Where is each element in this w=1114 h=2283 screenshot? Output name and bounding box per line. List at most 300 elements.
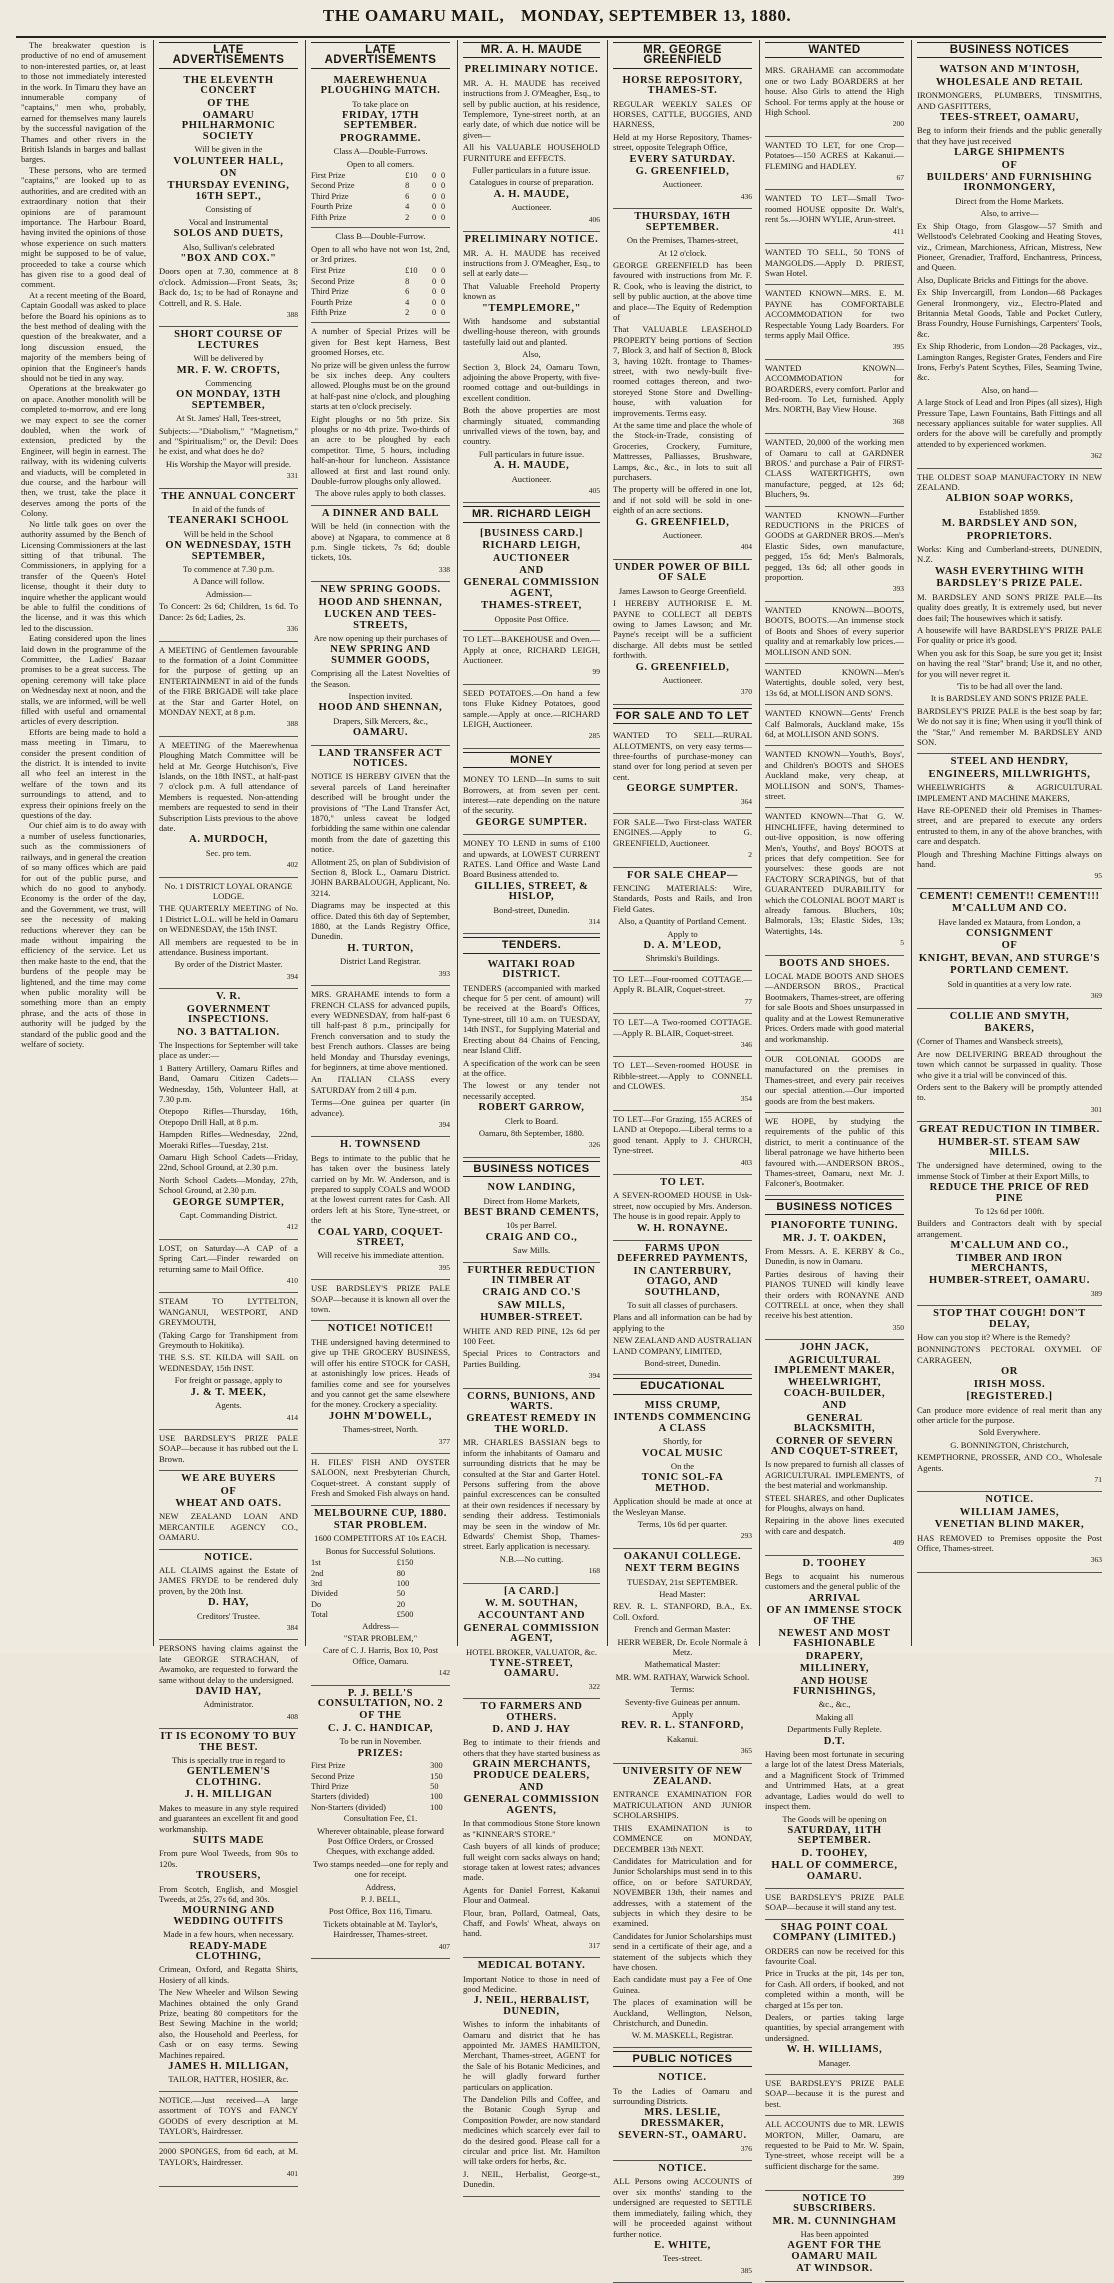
- advertisement: [159, 1471, 298, 1549]
- ad-number: 408: [159, 1712, 298, 1722]
- ad-text: ENGINEERS, MILLWRIGHTS,: [917, 770, 1102, 780]
- ad-text: Builders and Contractors dealt with by special arrangement.: [917, 1218, 1102, 1239]
- prize-cell: 0: [441, 202, 450, 212]
- ad-text: Admission—: [159, 589, 298, 599]
- prize-cell: 2nd: [311, 1569, 397, 1579]
- ad-text: SOLOS AND DUETS,: [159, 229, 298, 239]
- masthead-rule: [16, 36, 1106, 38]
- ad-text: Two stamps needed—one for reply and one for receipt.: [311, 1859, 450, 1880]
- ad-text: REGULAR WEEKLY SALES OF HORSES, CATTLE, BUGGIES, AND HARNESS,: [613, 99, 752, 130]
- ad-text: Will be held (in connection with the above) at Ngapara, to commence at 8 p.m. Single tickets, 7s 6d; double tickets, 10s.: [311, 521, 450, 563]
- ad-text: STOP THAT COUGH! DON'T DELAY,: [917, 1309, 1102, 1330]
- ad-number: 414: [159, 1413, 298, 1423]
- ad-text: TO LET—A Two-roomed COTTAGE.—Apply R. BLAIR, Coquet-street.: [613, 1017, 752, 1038]
- ad-text: WASH EVERYTHING WITH: [917, 567, 1102, 577]
- ad-text: G. GREENFIELD,: [613, 518, 752, 528]
- ad-text: Consisting of: [159, 204, 298, 214]
- ad-text: His Worship the Mayor will preside.: [159, 459, 298, 469]
- advertisement: [159, 1640, 298, 1729]
- advertisement: [613, 2161, 752, 2283]
- column-heading: WANTED: [765, 42, 904, 58]
- ad-text: On the: [613, 1461, 752, 1471]
- ad-text: To Concert: 2s 6d; Children, 1s 6d. To Dance: 2s 6d; Ladies, 2s.: [159, 601, 298, 622]
- column-heading: MR. A. H. MAUDE: [463, 42, 600, 58]
- advertisement: [159, 642, 298, 737]
- ad-text: From Scotch, English, and Mosgiel Tweeds, at 25s, 27s 6d, and 30s.: [159, 1884, 298, 1905]
- ad-text: MOURNING AND WEDDING OUTFITS: [159, 1906, 298, 1927]
- ad-text: UNIVERSITY OF NEW ZEALAND.: [613, 1767, 752, 1788]
- ad-text: GENERAL BLACKSMITH,: [765, 1414, 904, 1435]
- ad-text: To commence at 7.30 p.m.: [159, 564, 298, 574]
- ad-text: FARMS UPON DEFERRED PAYMENTS,: [613, 1244, 752, 1265]
- advertisement: [613, 2070, 752, 2161]
- ad-text: At St. James' Hall, Tees-street,: [159, 413, 298, 423]
- ad-text: WHEELWRIGHTS & AGRICULTURAL IMPLEMENT AND MACHINE MAKERS,: [917, 782, 1102, 803]
- ad-text: W. H. RONAYNE.: [613, 1224, 752, 1234]
- ad-text: Hampden Rifles—Wednesday, 22nd, Moeraki Rifles—Tuesday, 21st.: [159, 1129, 298, 1150]
- advertisement: [613, 1398, 752, 1549]
- ad-text: WANTED KNOWN—MRS. E. M. PAYNE has COMFORTABLE ACCOMMODATION for two Respectable Young Lady Boarders. For terms apply Mail Office.: [765, 288, 904, 340]
- ad-text: FENCING MATERIALS: Wire, Standards, Posts and Rails, and Iron Field Gates.: [613, 883, 752, 914]
- ad-text: PRELIMINARY NOTICE.: [463, 65, 600, 75]
- ad-text: Vocal and Instrumental: [159, 217, 298, 227]
- ad-text: Commencing: [159, 378, 298, 388]
- ad-text: MRS. GRAHAME intends to form a FRENCH CLASS for advanced pupils, every WEDNESDAY, from half-past 6 till half-past 8 p.m., principally for French conversation and to study the best French authors. Classes are being held Monday and Thursday evenings, for beginners, at time above mentioned.: [311, 989, 450, 1072]
- advertisement: [463, 1263, 600, 1389]
- ad-text: Can produce more evidence of real merit than any other article for the purpose.: [917, 1405, 1102, 1426]
- ad-text: Drapers, Silk Mercers, &c.,: [311, 716, 450, 726]
- ad-text: Crimean, Oxford, and Regatta Shirts, Hosiery of all kinds.: [159, 1964, 298, 1985]
- ad-text: Tees-street.: [613, 2253, 752, 2263]
- advertisement: [311, 323, 450, 506]
- ad-text: GEORGE SUMPTER.: [613, 784, 752, 794]
- ad-text: REV. R. L. STANFORD, B.A., Ex. Coll. Oxford.: [613, 1601, 752, 1622]
- prize-row: [311, 1600, 450, 1610]
- ad-text: In aid of the funds of: [159, 504, 298, 514]
- ad-text: G. GREENFIELD,: [613, 663, 752, 673]
- ad-text: Tickets obtainable at M. Taylor's, Hairdresser, Thames-street.: [311, 1919, 450, 1940]
- ad-number: 338: [311, 565, 450, 575]
- ad-text: On the Premises, Thames-street,: [613, 235, 752, 245]
- ad-text: OF THE: [311, 1711, 450, 1721]
- ad-text: BUILDERS' AND FURNISHING IRONMONGERY,: [917, 173, 1102, 194]
- ad-text: TO LET—For Grazing, 155 ACRES of LAND at Otepopo.—Liberal terms to a good tenant. Apply to J. CHURCH, Tyne-street.: [613, 1114, 752, 1156]
- ad-text: BARDSLEY'S PRIZE PALE.: [917, 579, 1102, 589]
- ad-text: THE QUARTERLY MEETING of No. 1 District L.O.L. will be held in Oamaru on WEDNESDAY, the 15th INST.: [159, 903, 298, 934]
- ad-text: D. A. M'LEOD,: [613, 941, 752, 951]
- ad-text: NOTICE! NOTICE!!: [311, 1324, 450, 1334]
- ad-text: NOTICE.: [613, 2164, 752, 2174]
- ad-text: TENDERS (accompanied with marked cheque for 5 per cent. of amount) will be received at the Board's Offices, Tyne-street, till 10 a.m. on TUESDAY, 14th INST., for Supplying Material and Erecting about 84 Chains of Fencing, near Island Cliff.: [463, 983, 600, 1056]
- ad-text: PIANOFORTE TUNING.: [765, 1221, 904, 1231]
- section-heading: TENDERS.: [463, 937, 600, 953]
- ad-text: SATURDAY, 11TH SEPTEMBER.: [765, 1826, 904, 1847]
- advertisement: [159, 489, 298, 642]
- section-heading: BUSINESS NOTICES: [463, 1161, 600, 1177]
- ad-text: THE S.S. ST. KILDA will SAIL on WEDNESDAY, 15th INST.: [159, 1352, 298, 1373]
- ad-text: WANTED TO LET, for one Crop—Potatoes—150 ACRES at Kakanui.—FLEMING and HADLEY.: [765, 140, 904, 171]
- ad-text: SAW MILLS,: [463, 1301, 600, 1311]
- ad-text: KNIGHT, BEVAN, AND STURGE'S: [917, 954, 1102, 964]
- advertisement: [613, 1111, 752, 1175]
- ad-text: ALL CLAIMS against the Estate of JAMES FRYDE to be rendered duly proven, by the 20th Inst.: [159, 1565, 298, 1596]
- ad-text: The undersigned have determined, owing to the immense Stock of Timber at their Export Mills, to: [917, 1160, 1102, 1181]
- ad-text: The Dandelion Pills and Coffee, and the Botanic Cough Syrup and Composition Powder, are now standard medicines which scarcely ever fail to do the desired good. Please call for a circular and price list. Mr. Hamilton will take orders for herbs, &c.: [463, 2094, 600, 2167]
- ad-text: GEORGE SUMPTER,: [159, 1198, 298, 1208]
- ad-text: Has been appointed: [765, 2229, 904, 2239]
- advertisement: [311, 582, 450, 745]
- ad-text: Auctioneer.: [613, 179, 752, 189]
- ad-text: A Dance will follow.: [159, 576, 298, 586]
- ad-text: STEAM TO LYTTELTON, WANGANUI, WESTPORT, AND GREYMOUTH,: [159, 1296, 298, 1327]
- ad-number: 364: [613, 797, 752, 807]
- ad-number: 394: [463, 1371, 600, 1381]
- ad-text: Subjects:—"Diabolism," "Magnetism," and "Spiritualism;" or, the Devil: Does he exist, and what does he do?: [159, 426, 298, 457]
- ad-text: From Messrs. A. E. KERBY & Co., Dunedin, is now in Oamaru.: [765, 1246, 904, 1267]
- ad-text: WILLIAM JAMES,: [917, 1508, 1102, 1518]
- advertisement: [765, 808, 904, 955]
- prize-cell: 8: [405, 181, 432, 191]
- ad-text: WANTED KNOWN—Gents' French Calf Balmorals, Auckland make, 15s 6d, at MOLLISON AND SON'S.: [765, 708, 904, 739]
- prize-cell: 0: [441, 181, 450, 191]
- ad-text: NOTICE TO SUBSCRIBERS.: [765, 2194, 904, 2215]
- ad-text: Catalogues in course of preparation.: [463, 177, 600, 187]
- ad-text: Will be held in the School: [159, 529, 298, 539]
- ad-text: AT WINDSOR.: [765, 2264, 904, 2274]
- advertisement: [765, 1340, 904, 1555]
- ad-text: SEED POTATOES.—On hand a few tons Fluke Kidney Potatoes, good sample.—Apply at once.—RICHARD LEIGH, Auctioneer.: [463, 688, 600, 730]
- prize-row: [311, 298, 450, 308]
- prize-cell: 0: [432, 266, 441, 276]
- ad-number: 354: [613, 1094, 752, 1104]
- ad-text: Wishes to inform the inhabitants of Oamaru and district that he has appointed Mr. JAMES HAMILTON, Merchant, Thames-street, AGENT for the Sale of his Botanic Medicines, and he will gladly forward further particulars on application.: [463, 2019, 600, 2092]
- ad-text: MR. M. CUNNINGHAM: [765, 2217, 904, 2227]
- ad-text: PRIZES:: [311, 1749, 450, 1759]
- ad-text: GEORGE GREENFIELD has been favoured with instructions from Mr. F. R. Cook, who is leaving the district, to sell by public auction, at the above time and place—The Equity of Redemption of: [613, 260, 752, 322]
- ad-text: OUR COLONIAL GOODS are manufactured on the premises in Thames-street, and every pair receives our special attention.—Our imported goods are from the best makers.: [765, 1054, 904, 1106]
- ad-text: North School Cadets—Monday, 27th, School Ground, at 2.30 p.m.: [159, 1175, 298, 1196]
- ad-text: Wherever obtainable, please forward Post Office Orders, or Crossed Cheques, with exchange added.: [311, 1826, 450, 1857]
- prize-cell: 300: [430, 1761, 450, 1771]
- ad-text: HORSE REPOSITORY, THAMES-ST.: [613, 76, 752, 97]
- ad-text: USE BARDSLEY'S PRIZE PALE SOAP—because it is known all over the town.: [311, 1283, 450, 1314]
- ad-text: The property will be offered in one lot, and if not sold will be sold in one-eighth of an acre sections.: [613, 484, 752, 515]
- ad-text: MR. A. H. MAUDE has received instructions from J. O'Meagher, Esq., to sell by public auction, at his residence, Templemore, Tyne-street north, at an early date, of which due notice will be given—: [463, 78, 600, 140]
- ad-number: 389: [917, 1289, 1102, 1299]
- prize-cell: 1st: [311, 1558, 397, 1568]
- ad-number: 436: [613, 192, 752, 202]
- ad-text: To suit all classes of purchasers.: [613, 1300, 752, 1310]
- prize-cell: 0: [441, 171, 450, 181]
- ad-text: Will receive his immediate attention.: [311, 1250, 450, 1260]
- ad-text: USE BARDSLEY'S PRIZE PALE SOAP—because it has rubbed out the L Brown.: [159, 1433, 298, 1464]
- ad-text: UNDER POWER OF BILL OF SALE: [613, 563, 752, 584]
- editorial-body: [21, 40, 146, 1049]
- ad-text: EVERY SATURDAY.: [613, 155, 752, 165]
- ad-text: This is specially true in regard to: [159, 1755, 298, 1765]
- ad-text: From pure Wool Tweeds, from 90s to 120s.: [159, 1848, 298, 1869]
- advertisement: [311, 746, 450, 987]
- ad-text: TYNE-STREET, OAMARU.: [463, 1659, 600, 1680]
- column-late-advertisements-2: [305, 40, 455, 1646]
- prize-cell: 0: [432, 181, 441, 191]
- prize-row: [311, 308, 450, 318]
- ad-text: District Land Registrar.: [311, 956, 450, 966]
- advertisement: [159, 1430, 298, 1471]
- ad-text: Also, a Quantity of Portland Cement.: [613, 916, 752, 926]
- ad-text: LUCKEN AND TEES-STREETS,: [311, 610, 450, 631]
- ad-number: 200: [765, 119, 904, 129]
- ad-text: TUESDAY, 21st SEPTEMBER.: [613, 1577, 752, 1587]
- ad-text: TO LET—Four-roomed COTTAGE.—Apply R. BLAIR, Coquet-street.: [613, 974, 752, 995]
- ad-text: Open to all comers.: [311, 159, 450, 169]
- ad-text: Candidates for Matriculation and for Junior Scholarships must send in to this office, on or before SATURDAY, NOVEMBER 13th, their names and addresses, with a statement of the subjects in which they desire to be examined.: [613, 1856, 752, 1929]
- ad-text: Clerk to Board.: [463, 1116, 600, 1126]
- prize-cell: 0: [441, 213, 450, 223]
- prize-table: [311, 266, 450, 318]
- ad-text: Seventy-five Guineas per annum.: [613, 1697, 752, 1707]
- advertisement: [159, 989, 298, 1240]
- ad-text: ENTRANCE EXAMINATION FOR MATRICULATION AND JUNIOR SCHOLARSHIPS.: [613, 1789, 752, 1820]
- ad-number: 71: [917, 1475, 1102, 1485]
- prize-cell: 0: [441, 308, 450, 318]
- ad-text: MILLINERY,: [765, 1664, 904, 1674]
- advertisement: [917, 1306, 1102, 1492]
- ad-text: COAL YARD, COQUET-STREET,: [311, 1228, 450, 1249]
- prize-cell: 6: [405, 287, 432, 297]
- prize-cell: 0: [441, 266, 450, 276]
- prize-cell: 0: [432, 192, 441, 202]
- prize-cell: 8: [405, 277, 432, 287]
- prize-cell: £500: [397, 1610, 450, 1620]
- ad-text: Address,: [311, 1882, 450, 1892]
- ad-text: GRAIN MERCHANTS, PRODUCE DEALERS,: [463, 1760, 600, 1781]
- ad-text: A number of Special Prizes will be given for Best kept Harness, Best groomed Horses, etc.: [311, 326, 450, 357]
- ad-text: Sec. pro tem.: [159, 848, 298, 858]
- ad-text: ON WEDNESDAY, 15TH SEPTEMBER,: [159, 541, 298, 562]
- masthead-date: MONDAY, SEPTEMBER 13, 1880.: [521, 6, 791, 25]
- ad-text: STAR PROBLEM.: [311, 1521, 450, 1531]
- ad-number: 67: [765, 173, 904, 183]
- column-greenfield: [607, 40, 757, 1646]
- ad-text: For freight or passage, apply to: [159, 1375, 298, 1385]
- ad-text: NOTICE IS HEREBY GIVEN that the several parcels of Land hereinafter described will be brought under the provisions of "The Land Transfer Act, 1870," unless caveat be lodged forbidding the same within one calendar month from the date of gazetting this notice.: [311, 771, 450, 854]
- editorial-paragraph: At a recent meeting of the Board, Captain Goodall was asked to place before the Board his opinions as to the best method of dealing with the question of the breakwater, and a long discussion ensued, the majority of the members being of opinion that the Engineer's hands should not be tied in any way.: [21, 290, 146, 384]
- ad-number: 395: [765, 342, 904, 352]
- ad-text: READY-MADE CLOTHING,: [159, 1942, 298, 1963]
- ad-text: D. TOOHEY,: [765, 1849, 904, 1859]
- advertisement: [917, 469, 1102, 755]
- ad-text: Kakanui.: [613, 1734, 752, 1744]
- ad-text: D. TOOHEY: [765, 1559, 904, 1569]
- ad-text: WANTED KNOWN—Youth's, Boys', and Children's BOOTS and SHOES Auckland make, very cheap, at MOLLISON and SON'S, Thames-street.: [765, 749, 904, 801]
- ad-text: FURTHER REDUCTION IN TIMBER AT: [463, 1266, 600, 1287]
- ad-text: Consultation Fee, £1.: [311, 1813, 450, 1823]
- advertisement: [159, 737, 298, 878]
- ad-number: 301: [917, 1105, 1102, 1115]
- advertisement: [463, 526, 600, 631]
- ad-text: WANTED KNOWN—BOOTS, BOOTS, BOOTS.—An immense stock of Boots and Shoes of every superior quality and at remarkably low prices.—MOLLISON AND SON.: [765, 605, 904, 657]
- ad-text: TEES-STREET, OAMARU,: [917, 113, 1102, 123]
- advertisement: [765, 137, 904, 191]
- ad-text: H. TOWNSEND: [311, 1140, 450, 1150]
- ad-text: USE BARDSLEY'S PRIZE PALE SOAP—because it is the purest and best.: [765, 2078, 904, 2109]
- column-heading: LATE ADVERTISEMENTS: [159, 42, 298, 69]
- prize-cell: Third Prize: [311, 1782, 430, 1792]
- ad-text: Manager.: [765, 2058, 904, 2068]
- ad-text: NEW SPRING AND SUMMER GOODS,: [311, 645, 450, 666]
- ad-text: Agents for Daniel Forrest, Kakanui Flour and Oatmeal.: [463, 1885, 600, 1906]
- ad-text: At the same time and place the whole of the Stock-in-Trade, consisting of Groceries, Crockery, Furniture, Mattresses, Palliasses, Brushware, Lamps, &c., &c., in lots to suit all purchasers.: [613, 420, 752, 482]
- ad-text: AND: [463, 566, 600, 576]
- ad-number: 405: [463, 486, 600, 496]
- ad-text: Plans and all information can be had by applying to the: [613, 1312, 752, 1333]
- advertisement: [765, 602, 904, 664]
- prize-cell: Second Prize: [311, 181, 405, 191]
- editorial-paragraph: Eating considered upon the lines laid down in the programme of the Committee, the Ladies' Bazaar promises to be a great success. The opening ceremony will take place on Wednesday next at noon, and the stalls, we are informed, will be well filled with useful and ornamental articles of every description.: [21, 633, 146, 727]
- ad-text: Opposite Post Office.: [463, 614, 600, 624]
- advertisement: [765, 244, 904, 285]
- ad-text: Eight ploughs or no 5th prize. Six ploughs or no 4th prize. Two-thirds of an acre to be ploughed by each competitor. Time, 5 hours, including half-an-hour for luncheon. Assistance allowed at first and last round only. Double-furrow ploughs only allowed.: [311, 414, 450, 487]
- ad-text: To take place on: [311, 99, 450, 109]
- ad-text: Thames-street, North.: [311, 1424, 450, 1434]
- ad-text: H. FILES' FISH AND OYSTER SALOON, next Presbyterian Church, Coquet-street. A constant supply of Fresh and Smoked Fish always on hand.: [311, 1457, 450, 1499]
- ad-text: TO LET—BAKEHOUSE and Oven.—Apply at once, RICHARD LEIGH, Auctioneer.: [463, 634, 600, 665]
- ad-text: A large Stock of Lead and Iron Pipes (all sizes), High Pressure Tape, Lawn Fountains, Bath Fittings and all necessary appliances suitable for water supplies. All orders for the above will be carefully and promptly attended to by experienced workmen.: [917, 397, 1102, 449]
- ad-number: 406: [463, 215, 600, 225]
- ad-text: Ex Ship Otago, from Glasgow—57 Smith and Wellstood's Celebrated Cooking and Heating Stoves, viz., Crimean, Marchioness, African, Mistress, New Pioneer, Grenadier, Trafford, Enchantress, Princess, and Queen.: [917, 221, 1102, 273]
- ad-text: BARDSLEY'S PRIZE PALE is the best soap by far; We do not say it is fine; When using it you'll think of the "Star," And remember M. BARDSLEY AND SON.: [917, 706, 1102, 748]
- ad-text: LOST, on Saturday—A CAP of a Spring Cart.—Finder rewarded on returning same to Mail Office.: [159, 1243, 298, 1274]
- ad-number: 350: [765, 1323, 904, 1333]
- ad-text: GREATEST REMEDY IN THE WORLD.: [463, 1414, 600, 1435]
- ad-text: OF: [917, 161, 1102, 171]
- advertisement: [311, 986, 450, 1137]
- ad-number: 404: [613, 542, 752, 552]
- section-heading: MR. RICHARD LEIGH: [463, 506, 600, 522]
- ad-text: Also,: [463, 349, 600, 359]
- ad-text: A MEETING of the Maerewhenua Ploughing Match Committee will be held at Mr. George Hutchison's, Five Islands, on the 18th INST., at half-past 7 o'clock p.m. A full attendance of Members is requested. Non-attending members are requested to send in their Subscription Lists previous to the above date.: [159, 740, 298, 834]
- ad-text: Address—: [311, 1621, 450, 1631]
- editorial-paragraph: Operations at the breakwater go on apace. Another monolith will be completed to-morrow, and ere long we may expect to see the corner doubled, when the work of extension, predicted by the Engineer, will begin in earnest. The railway, with its widening culverts and viaducts, will be completed in due course, and the harbour will then, we trust, take the place it deserves among the ports of the Colony.: [21, 383, 146, 518]
- ad-text: The New Wheeler and Wilson Sewing Machines obtained the only Grand Prize, beating 80 competitors for the Best Sewing Machine in the world; also, the Household and Peerless, for Cash or on easy terms. Sewing Machines repaired.: [159, 1987, 298, 2060]
- ad-number: 399: [765, 2173, 904, 2183]
- ad-text: Are now opening up their purchases of: [311, 633, 450, 643]
- ad-text: NEXT TERM BEGINS: [613, 1564, 752, 1574]
- ad-text: OAMARU.: [311, 728, 450, 738]
- ad-text: An ITALIAN CLASS every SATURDAY from 2 till 4 p.m.: [311, 1074, 450, 1095]
- ad-text: Plough and Threshing Machine Fittings always on hand.: [917, 849, 1102, 870]
- column-heading: MR. GEORGE GREENFIELD: [613, 42, 752, 69]
- advertisement: [463, 1699, 600, 1958]
- ad-text: Begs to intimate to the public that he has taken over the business lately carried on by Mr. W. Anderson, and is prepared to supply COALS and WOOD at the lowest current rates for Cash. All orders left at his Store, Tyne-street, or the: [311, 1153, 450, 1226]
- advertisement: [463, 631, 600, 685]
- prize-cell: Non-Starters (divided): [311, 1803, 430, 1813]
- ad-text: When you ask for this Soap, be sure you get it; Insist on having the real "Star" brand; Use it, and no other, for you will never regret it.: [917, 648, 1102, 679]
- prize-cell: Fourth Prize: [311, 202, 405, 212]
- ad-text: WATSON AND M'INTOSH,: [917, 65, 1102, 75]
- ad-text: G. BONNINGTON, Christchurch,: [917, 1440, 1102, 1450]
- ad-text: REV. R. L. STANFORD,: [613, 1721, 752, 1731]
- ad-number: 285: [463, 731, 600, 741]
- ad-text: NO. 3 BATTALION.: [159, 1028, 298, 1038]
- ad-text: Bond-street, Dunedin.: [613, 1358, 752, 1368]
- advertisement: [463, 1180, 600, 1262]
- ad-text: Head Master:: [613, 1589, 752, 1599]
- ad-text: [BUSINESS CARD.]: [463, 529, 600, 539]
- ad-text: Saw Mills.: [463, 1245, 600, 1255]
- ad-text: Making all: [765, 1712, 904, 1722]
- advertisement: [463, 835, 600, 934]
- ad-number: 409: [765, 1538, 904, 1548]
- ad-text: Orders sent to the Bakery will be promptly attended to.: [917, 1082, 1102, 1103]
- ad-text: MR. J. T. OAKDEN,: [765, 1234, 904, 1244]
- ad-number: 385: [613, 2266, 752, 2276]
- prize-cell: 80: [397, 1569, 450, 1579]
- ad-number: 95: [917, 871, 1102, 881]
- ad-text: The lowest or any tender not necessarily accepted.: [463, 1080, 600, 1101]
- prize-row: [311, 1782, 450, 1792]
- advertisement: [765, 705, 904, 746]
- ad-text: SEVERN-ST., OAMARU.: [613, 2131, 752, 2141]
- section-heading: BUSINESS NOTICES: [765, 1199, 904, 1215]
- advertisement: [311, 506, 450, 582]
- ad-text: Both the above properties are most charmingly situated, commanding unrivalled views of the town, bay, and country.: [463, 405, 600, 447]
- ad-number: 403: [613, 1158, 752, 1168]
- ad-text: WANTED, 20,000 of the working men of Oamaru to call at GARDNER BROS.' and purchase a Pair of FIRST-CLASS WATERTIGHTS, own manufacture, pegged, at 12s 6d; Bluchers, 9s.: [765, 437, 904, 499]
- ad-text: All members are requested to be in attendance. Business important.: [159, 937, 298, 958]
- advertisement: [613, 1764, 752, 2048]
- ad-text: HOOD AND SHENNAN,: [311, 703, 450, 713]
- ad-text: FRIDAY, 17TH SEPTEMBER.: [311, 111, 450, 132]
- ad-text: Important Notice to those in need of good Medicine.: [463, 1974, 600, 1995]
- editorial-paragraph: No little talk goes on over the authority assumed by the Bench of Licensing Commissioners at the last sitting of that tribunal. The Commissioners, in applying for a transfer of the Queen's Hotel license, thought it their duty to inquire whether the applicant would be able to fulfil the conditions of the license, and it was this which led to the discussion.: [21, 519, 146, 633]
- ad-text: N.B.—No cutting.: [463, 1554, 600, 1564]
- advertisement: [159, 878, 298, 990]
- ad-text: A. H. MAUDE,: [463, 190, 600, 200]
- ad-text: The Inspections for September will take place as under:—: [159, 1040, 298, 1061]
- advertisement: [311, 73, 450, 228]
- advertisement: [765, 1920, 904, 2075]
- ad-text: E. WHITE,: [613, 2241, 752, 2251]
- ad-number: 77: [613, 997, 752, 1007]
- ad-text: Full particulars in future issue.: [463, 449, 600, 459]
- prize-cell: 100: [430, 1792, 450, 1802]
- ad-text: Beg to inform their friends and the public generally that they have just received: [917, 125, 1102, 146]
- advertisement: [311, 1280, 450, 1321]
- ad-text: MR. CHARLES BASSIAN begs to inform the inhabitants of Oamaru and surrounding districts that he may be consulted at the Star and Garter Hotel. Persons suffering from the above painful excrescences can be consulted at their own residences if necessary by sending their address. Testimonials may be seen in the window of Mr. Edwards' Chemist Shop, Thames-street. Early application is necessary.: [463, 1437, 600, 1551]
- ad-text: TIMBER AND IRON MERCHANTS,: [917, 1254, 1102, 1275]
- ad-text: Auctioneer.: [463, 474, 600, 484]
- ad-text: KEMPTHORNE, PROSSER, AND CO., Wholesale Agents.: [917, 1452, 1102, 1473]
- ad-number: 142: [311, 1668, 450, 1678]
- ad-text: J. & T. MEEK,: [159, 1388, 298, 1398]
- ad-text: JAMES H. MILLIGAN,: [159, 2062, 298, 2072]
- ad-text: ON MONDAY, 13TH SEPTEMBER,: [159, 390, 298, 411]
- ad-text: PROGRAMME.: [311, 134, 450, 144]
- advertisement: [917, 62, 1102, 468]
- prize-cell: 20: [397, 1600, 450, 1610]
- ad-text: WHEELWRIGHT, COACH-BUILDER,: [765, 1378, 904, 1399]
- prize-cell: 2: [405, 213, 432, 223]
- ad-text: W. H. WILLIAMS,: [765, 2045, 904, 2055]
- ad-text: PRELIMINARY NOTICE.: [463, 235, 600, 245]
- ad-text: BEST BRAND CEMENTS,: [463, 1208, 600, 1218]
- ad-text: PROPRIETORS.: [917, 532, 1102, 542]
- prize-cell: 0: [441, 298, 450, 308]
- ad-text: THE ANNUAL CONCERT: [159, 492, 298, 502]
- ad-text: WHITE AND RED PINE, 12s 6d per 100 Feet.: [463, 1326, 600, 1347]
